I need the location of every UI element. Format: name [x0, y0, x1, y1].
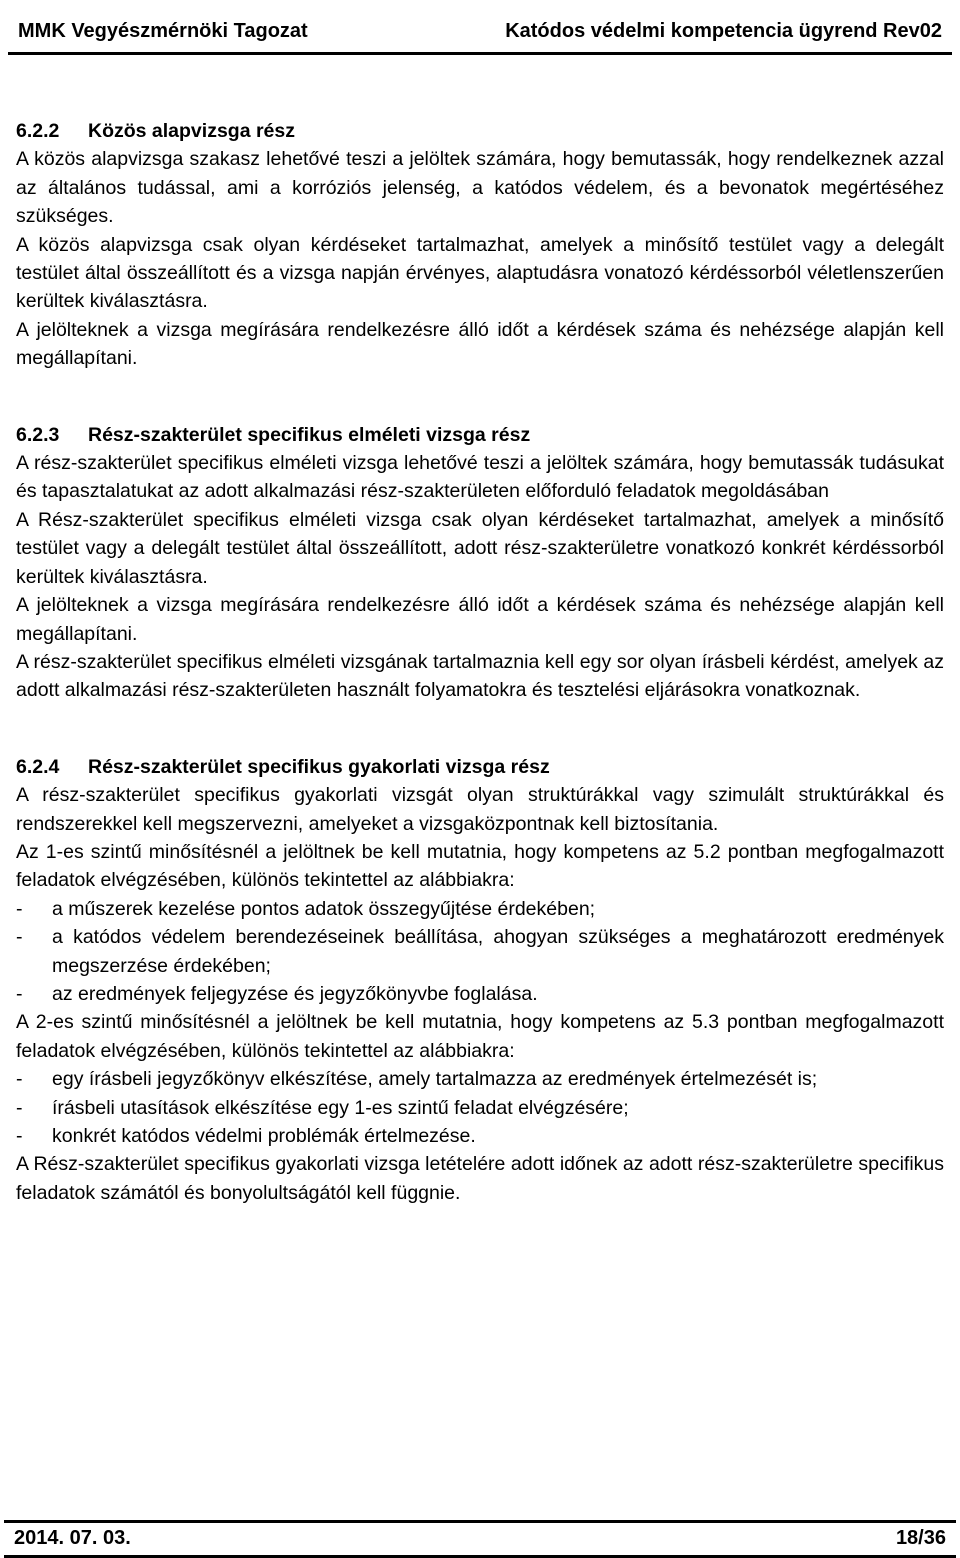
section-title: Rész-szakterület specifikus elméleti vizsga rész	[88, 423, 531, 446]
list-marker: -	[16, 1068, 23, 1091]
section-number: 6.2.4	[16, 755, 60, 778]
paragraph: A jelölteknek a vizsga megírására rendelkezésre álló időt a kérdések száma és nehézsége alapján kell megállapítani.	[16, 594, 944, 645]
list-item	[16, 1065, 944, 1093]
level-1-task-list	[16, 895, 944, 1009]
list-item-text: konkrét katódos védelmi problémák értelmezése.	[52, 1125, 476, 1147]
list-item	[16, 1122, 944, 1150]
section-heading	[16, 117, 944, 145]
list-item-text: írásbeli utasítások elkészítése egy 1-es szintű feladat elvégzésére;	[52, 1096, 629, 1119]
list-item	[16, 980, 944, 1008]
level-2-task-list	[16, 1065, 944, 1150]
section-spacer	[16, 705, 944, 753]
header-document-title: Katódos védelmi kompetencia ügyrend Rev02	[505, 20, 942, 42]
list-item-text: a műszerek kezelése pontos adatok összegyűjtése érdekében;	[52, 897, 596, 920]
document-body	[16, 117, 944, 1207]
paragraph: Az 1-es szintű minősítésnél a jelöltnek be kell mutatnia, hogy kompetens az 5.2 pontban megfogalmazott feladatok elvégzésében, különös tekintettel az alábbiakra:	[16, 840, 944, 892]
paragraph: A közös alapvizsga csak olyan kérdéseket tartalmazhat, amelyek a minősítő testület vagy a delegált testület által összeállított és a vizsga napján érvényes, alaptudásra vonatozó kérdéssorból véletlenszerűen kerültek kiválasztásra.	[16, 233, 944, 313]
list-marker: -	[16, 982, 23, 1005]
section-6-2-3	[16, 421, 944, 705]
list-item-text: egy írásbeli jegyzőkönyv elkészítése, amely tartalmazza az eredmények értelmezését is;	[52, 1068, 818, 1091]
list-marker: -	[16, 926, 23, 949]
section-spacer	[16, 373, 944, 421]
page-header	[8, 14, 952, 55]
list-marker: -	[16, 1125, 23, 1147]
footer-page-number: 18/36	[895, 1527, 946, 1549]
paragraph: A rész-szakterület specifikus elméleti vizsga lehetővé teszi a jelöltek számára, hogy bemutassák tudásukat és tapasztalatukat az adott alkalmazási rész-szakterületen előforduló feladatok megoldásában	[16, 452, 944, 503]
list-item-text: az eredmények feljegyzése és jegyzőkönyvbe foglalása.	[52, 982, 538, 1005]
paragraph: A Rész-szakterület specifikus gyakorlati vizsga letételére adott időnek az adott rész-szakterületre specifikus feladatok számától és bonyolultságától kell függnie.	[16, 1153, 944, 1204]
list-item	[16, 895, 944, 923]
section-title: Rész-szakterület specifikus gyakorlati vizsga rész	[88, 755, 550, 778]
paragraph: A 2-es szintű minősítésnél a jelöltnek be kell mutatnia, hogy kompetens az 5.3 pontban megfogalmazott feladatok elvégzésében, különös tekintettel az alábbiakra:	[16, 1011, 944, 1062]
section-title: Közös alapvizsga rész	[88, 120, 295, 142]
footer-date: 2014. 07. 03.	[14, 1527, 131, 1549]
paragraph: A jelölteknek a vizsga megírására rendelkezésre álló időt a kérdések száma és nehézsége alapján kell megállapítani.	[16, 318, 944, 370]
section-number: 6.2.2	[16, 120, 60, 142]
section-heading	[16, 753, 944, 781]
section-heading	[16, 421, 944, 449]
paragraph: A rész-szakterület specifikus gyakorlati vizsgát olyan struktúrákkal vagy szimulált struktúrákkal és rendszerekkel kell megszervezni, amelyeket a vizsgaközpontnak kell biztosítania.	[16, 784, 944, 835]
paragraph: A közös alapvizsga szakasz lehetővé teszi a jelöltek számára, hogy bemutassák, hogy rendelkeznek azzal az általános tudással, ami a korróziós jelenség, a katódos védelem, és a bevonatok megértéséhez szükséges.	[16, 148, 944, 228]
section-6-2-2	[16, 117, 944, 373]
paragraph: A rész-szakterület specifikus elméleti vizsgának tartalmaznia kell egy sor olyan írásbeli kérdést, amelyek az adott alkalmazási rész-szakterületen használt folyamatokra és tesztelési eljárásokra vonatkoznak.	[16, 650, 944, 702]
list-item	[16, 923, 944, 980]
section-6-2-4	[16, 753, 944, 1208]
list-item	[16, 1094, 944, 1122]
paragraph: A Rész-szakterület specifikus elméleti vizsga csak olyan kérdéseket tartalmazhat, amelyek a minősítő testület vagy a delegált testület által összeállított, adott rész-szakterületre vonatkozó konkrét kérdéssorból kerültek kiválasztásra.	[16, 508, 944, 588]
list-item-text: a katódos védelem berendezéseinek beállítása, ahogyan szükséges a meghatározott eredmények megszerzése érdekében;	[52, 926, 944, 977]
list-marker: -	[16, 897, 23, 920]
header-organization: MMK Vegyészmérnöki Tagozat	[18, 20, 308, 42]
page-footer	[4, 1520, 956, 1558]
section-number: 6.2.3	[16, 423, 60, 446]
list-marker: -	[16, 1096, 23, 1119]
